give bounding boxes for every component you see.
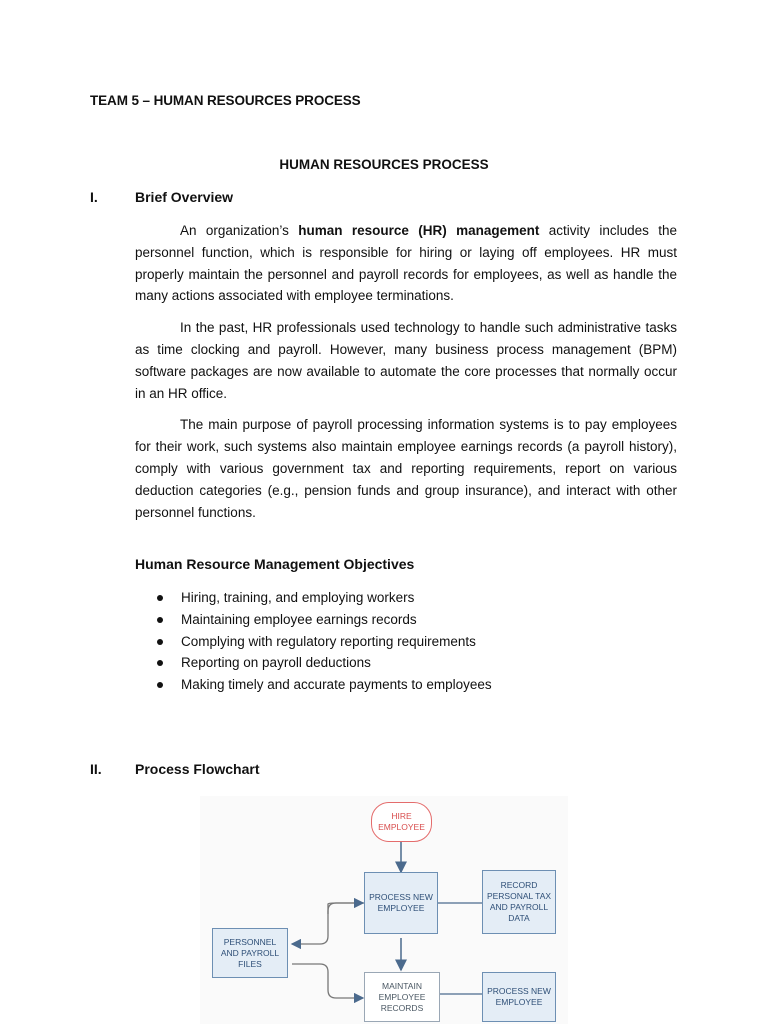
overview-paragraph-1: An organization’s human resource (HR) management activity includes the personnel function, which is responsible for hiring or laying off employees. HR must properly maintain the personnel and payroll records for employees, as well as handle the many actions associated with employee terminations. [135,223,677,304]
overview-paragraph-2: In the past, HR professionals used technology to handle such administrative tasks as time clocking and payroll. However, many business process management (BPM) software packages are now available to automate the core processes that normally occur in an HR office. [135,320,677,401]
list-item: Hiring, training, and employing workers [157,587,492,609]
objectives-heading: Human Resource Management Objectives [135,556,415,572]
bullet-icon [157,682,163,688]
flowchart-personnel-payroll-files: PERSONNEL AND PAYROLL FILES [212,928,288,978]
list-item: Reporting on payroll deductions [157,652,492,674]
bullet-icon [157,595,163,601]
section-1-heading [90,189,233,205]
hr-management-term: human resource (HR) management [298,223,540,238]
overview-body [135,220,677,533]
flowchart-record-tax-payroll: RECORD PERSONAL TAX AND PAYROLL DATA [482,870,556,934]
arrow-files-to-process [328,903,363,914]
flowchart-start-hire-employee: HIRE EMPLOYEE [371,802,432,842]
bullet-icon [157,617,163,623]
process-flowchart [200,796,568,1024]
section-2-title: Process Flowchart [135,761,260,777]
objectives-list [157,587,492,696]
list-item: Complying with regulatory reporting requirements [157,631,492,653]
arrow-files-to-maintain [292,964,363,998]
list-item: Making timely and accurate payments to employees [157,674,492,696]
document-header: TEAM 5 – HUMAN RESOURCES PROCESS [90,93,361,108]
section-1-number: I. [90,189,98,205]
section-2-heading [90,761,260,777]
section-1-title: Brief Overview [135,189,234,205]
flowchart-process-new-employee-2: PROCESS NEW EMPLOYEE [482,972,556,1022]
bullet-icon [157,660,163,666]
overview-paragraph-3: The main purpose of payroll processing information systems is to pay employees for their work, such systems also maintain employee earnings records (a payroll history), comply with various government tax and reporting requirements, report on various deduction categories (e.g., pension funds and group insurance), and interact with other personnel functions. [135,417,677,520]
section-2-number: II. [90,761,102,777]
list-item: Maintaining employee earnings records [157,609,492,631]
flowchart-maintain-records: MAINTAIN EMPLOYEE RECORDS [364,972,440,1022]
flowchart-process-new-employee: PROCESS NEW EMPLOYEE [364,872,438,934]
document-title: HUMAN RESOURCES PROCESS [279,157,489,172]
bullet-icon [157,639,163,645]
